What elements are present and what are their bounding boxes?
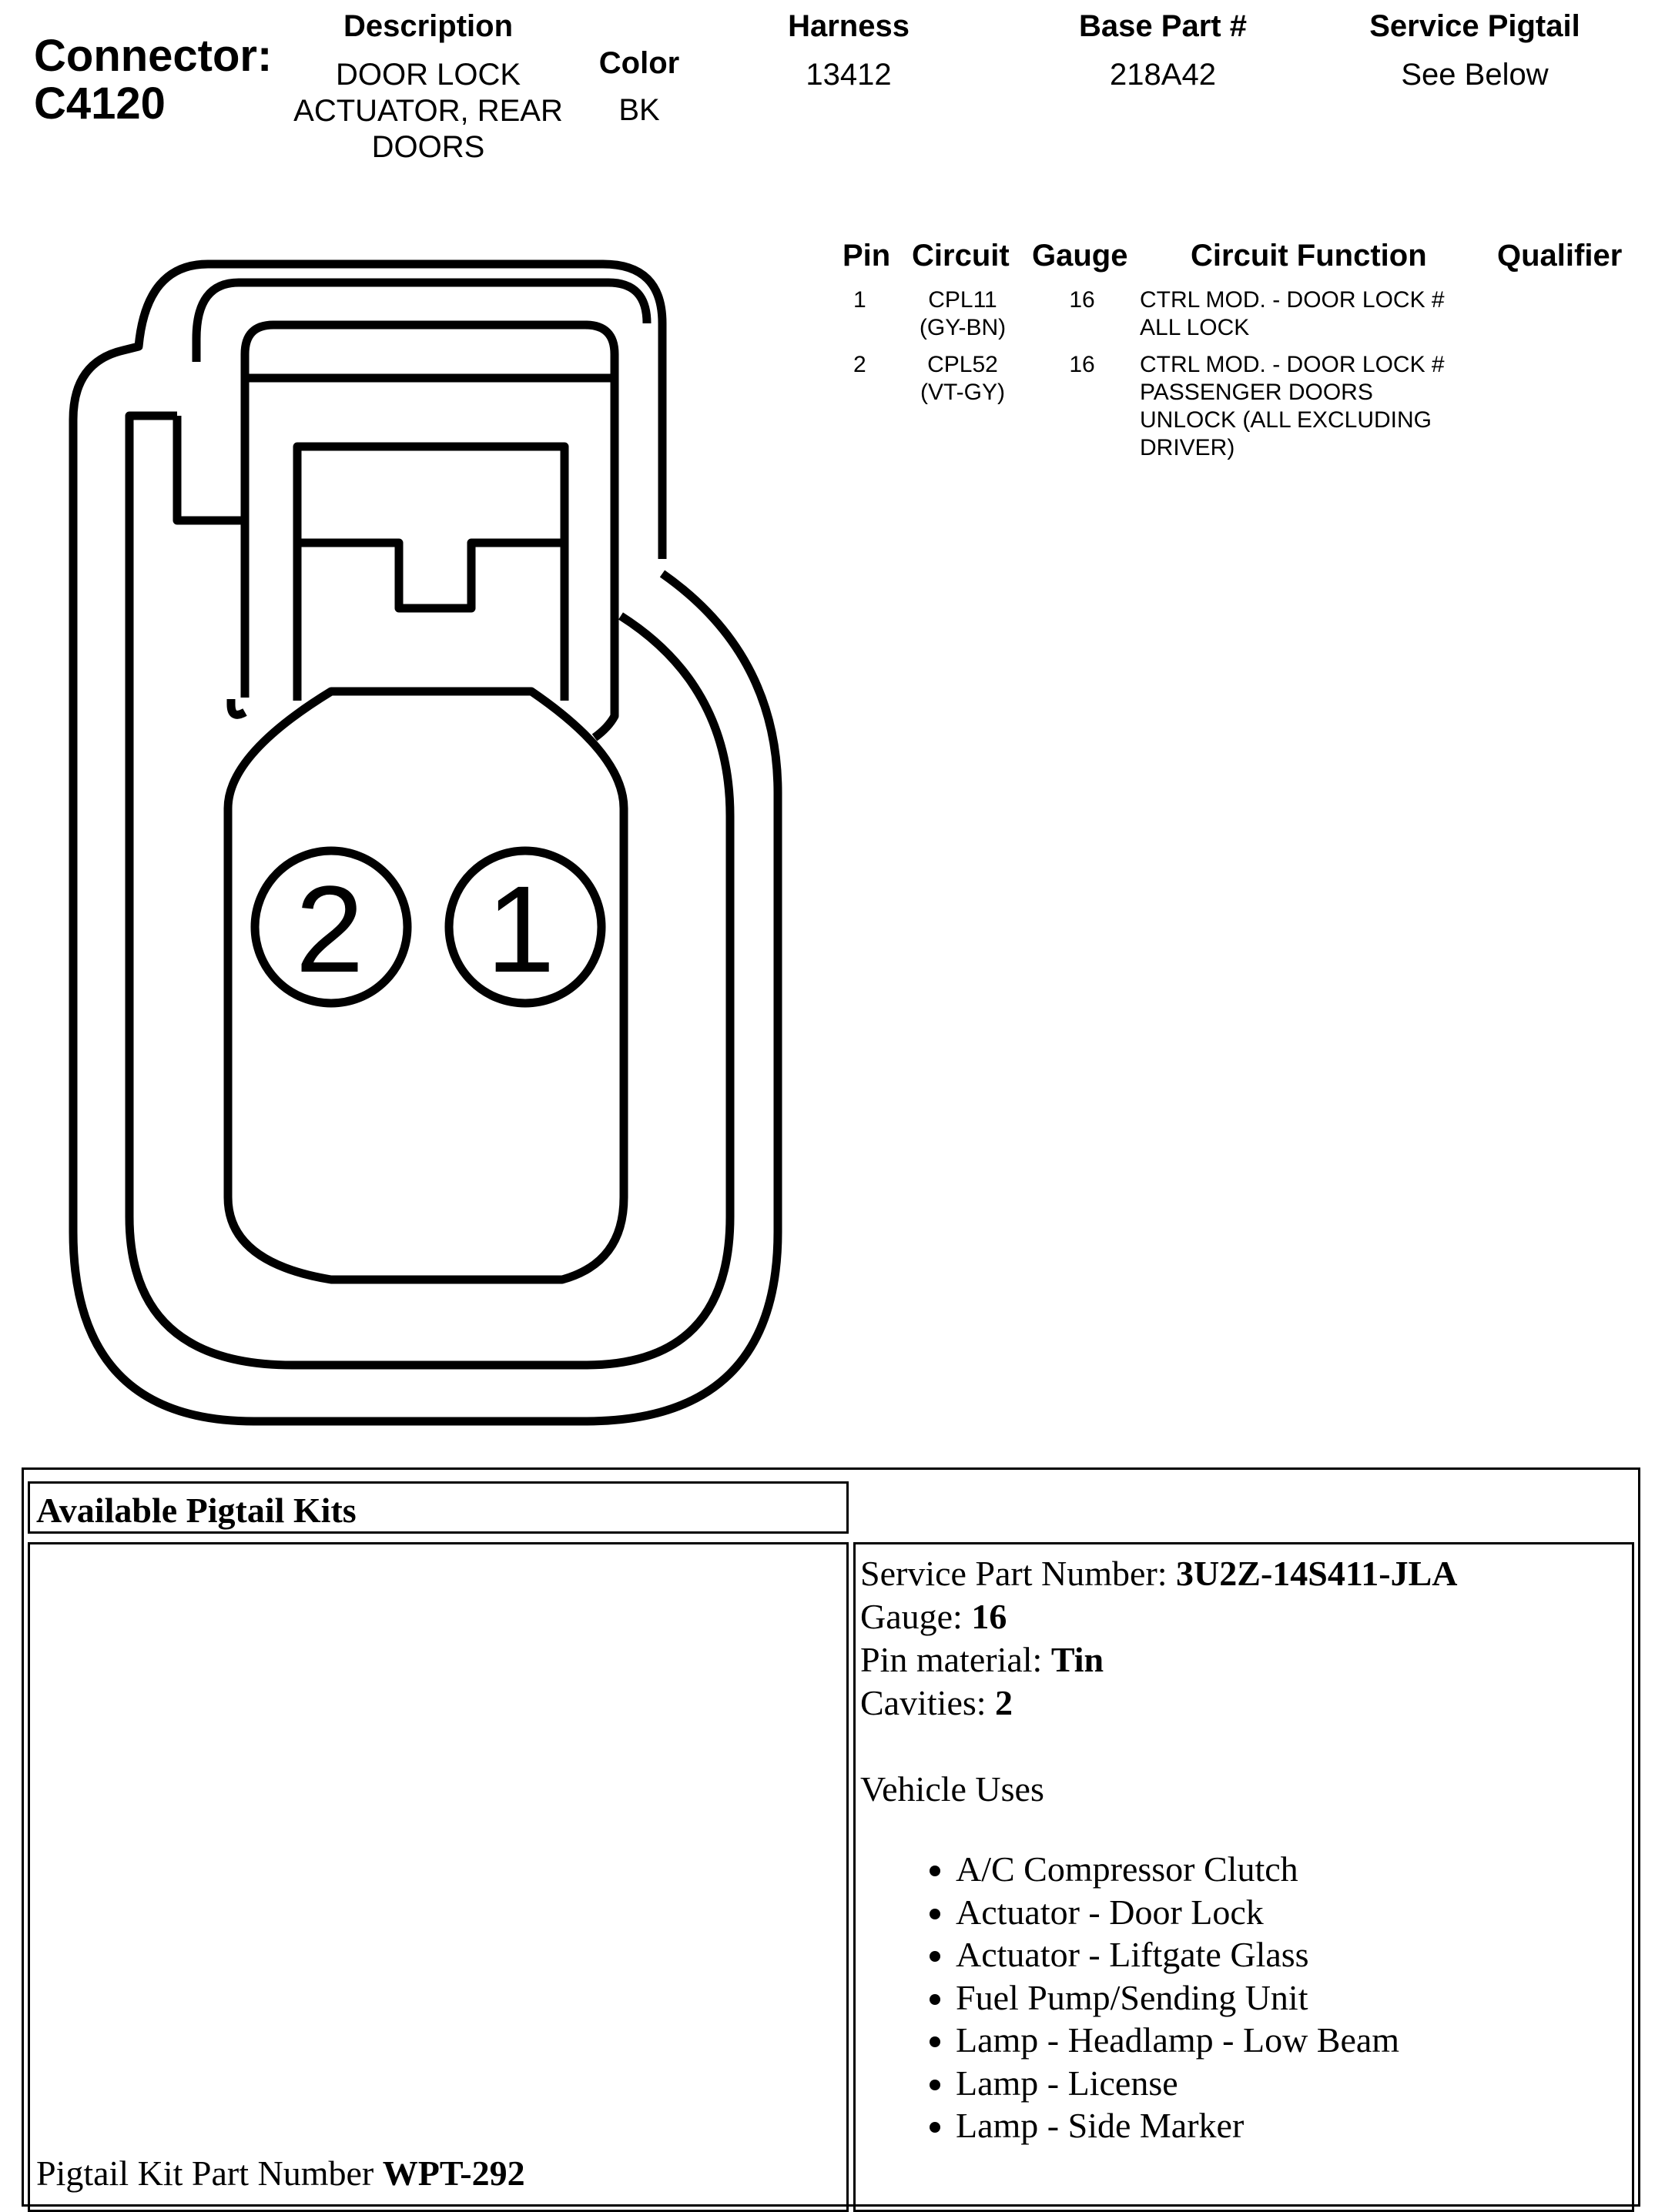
harness-header: Harness [788, 9, 910, 43]
service-pigtail-header: Service Pigtail [1369, 9, 1580, 43]
vehicle-use-item: • A/C Compressor Clutch [956, 1848, 1399, 1891]
description-header: Description [343, 9, 514, 43]
function-line: PASSENGER DOORS [1140, 380, 1373, 405]
kit-part-label: Pigtail Kit Part Number [36, 2153, 383, 2193]
pin-material-label: Pin material: [860, 1640, 1051, 1679]
vehicle-use-item: • Fuel Pump/Sending Unit [956, 1976, 1399, 2020]
connector-label: Connector: [34, 31, 273, 81]
circuit-code: CPL52 [927, 352, 998, 377]
latch-window-bar [297, 543, 564, 608]
harness-value: 13412 [806, 58, 892, 92]
function-line: ALL LOCK [1140, 315, 1250, 340]
function-line: CTRL MOD. - DOOR LOCK # [1140, 352, 1445, 377]
circuit-cell [886, 286, 1040, 342]
color-value: BK [618, 93, 660, 127]
circuit-column-header: Circuit [912, 239, 1010, 273]
latch-window [297, 447, 564, 701]
pin-column-header: Pin [843, 239, 891, 273]
vehicle-use-item: • Lamp - Side Marker [956, 2104, 1399, 2147]
pigtail-kits-title: Available Pigtail Kits [36, 1491, 357, 1530]
base-part-value: 218A42 [1110, 58, 1216, 92]
gauge-value: 16 [971, 1597, 1007, 1636]
pin-number: 2 [853, 352, 866, 377]
vehicle-use-item: • Lamp - License [956, 2062, 1399, 2105]
qualifier-column-header: Qualifier [1497, 239, 1623, 273]
service-part-number [860, 1552, 1458, 1595]
gauge-column-header: Gauge [1032, 239, 1128, 273]
service-pigtail-value: See Below [1401, 58, 1549, 92]
vehicle-use-item: • Actuator - Door Lock [956, 1891, 1399, 1934]
description-line: DOOR LOCK [335, 58, 521, 92]
connector-id: C4120 [34, 79, 166, 129]
circuit-color: (GY-BN) [919, 315, 1007, 340]
kit-part-value: WPT-292 [382, 2153, 525, 2193]
vehicle-use-item: • Actuator - Liftgate Glass [956, 1933, 1399, 1976]
pigtail-kit-cell [28, 1542, 849, 2212]
service-part-value: 3U2Z-14S411-JLA [1176, 1554, 1458, 1593]
cavities-label: Cavities: [860, 1683, 996, 1722]
pigtail-kit-part-number [36, 2153, 525, 2194]
circuit-function-column-header: Circuit Function [1191, 239, 1427, 273]
circuit-function-cell [1140, 286, 1494, 342]
latch-step [177, 416, 245, 520]
gauge-cell: 16 [1069, 287, 1095, 313]
gauge-info [860, 1595, 1007, 1638]
gauge-cell: 16 [1069, 352, 1095, 377]
pin-material-value: Tin [1050, 1640, 1104, 1679]
circuit-color: (VT-GY) [920, 380, 1005, 405]
latch-hook [231, 699, 245, 714]
description-line: ACTUATOR, REAR [293, 94, 563, 128]
cavities-info [860, 1682, 1013, 1724]
description-line: DOORS [371, 130, 485, 164]
base-part-header: Base Part # [1079, 9, 1247, 43]
gauge-label: Gauge: [860, 1597, 972, 1636]
vehicle-use-item: • Lamp - Headlamp - Low Beam [956, 2019, 1399, 2062]
circuit-cell [886, 351, 1040, 407]
vehicle-uses-list [856, 1848, 1399, 2147]
vehicle-uses-heading: Vehicle Uses [860, 1769, 1044, 1809]
pigtail-details-cell [853, 1542, 1634, 2212]
function-line: DRIVER) [1140, 435, 1235, 460]
function-line: UNLOCK (ALL EXCLUDING [1140, 407, 1432, 433]
circuit-code: CPL11 [928, 287, 997, 313]
pigtail-kits-title-cell [28, 1481, 849, 1534]
housing-inner-outline [129, 416, 730, 1365]
circuit-function-cell [1140, 351, 1494, 462]
pin-material-info [860, 1638, 1104, 1681]
function-line: CTRL MOD. - DOOR LOCK # [1140, 287, 1445, 313]
service-part-label: Service Part Number: [860, 1554, 1177, 1593]
cavity-2-label: 2 [295, 860, 364, 998]
color-header: Color [598, 46, 680, 80]
connector-face-drawing [0, 0, 847, 1463]
pin-number: 1 [853, 287, 866, 313]
cavities-value: 2 [995, 1683, 1013, 1722]
cavity-1-label: 1 [486, 860, 555, 998]
